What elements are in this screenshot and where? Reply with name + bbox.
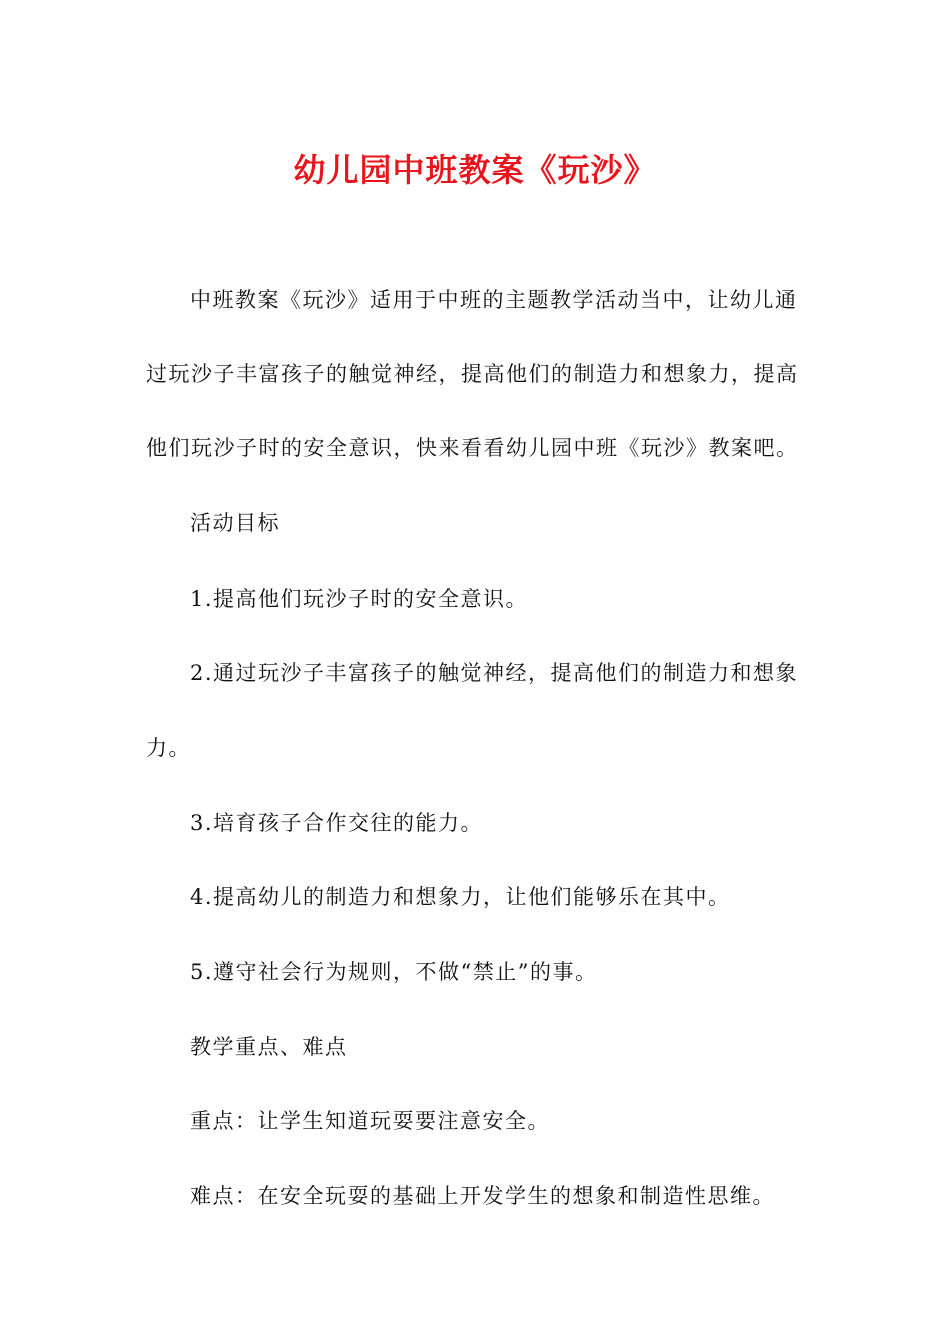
intro-line-2: 过玩沙子丰富孩子的触觉神经，提高他们的制造力和想象力，提高 [146, 362, 799, 386]
goal-1: 1.提高他们玩沙子时的安全意识。 [190, 587, 529, 611]
goal-5: 5.遵守社会行为规则，不做“禁止”的事。 [190, 960, 598, 984]
intro-line-1: 中班教案《玩沙》适用于中班的主题教学活动当中，让幼儿通 [190, 288, 798, 312]
key-point: 重点：让学生知道玩耍要注意安全。 [190, 1109, 550, 1133]
goal-4: 4.提高幼儿的制造力和想象力，让他们能够乐在其中。 [190, 885, 731, 909]
document-title: 幼儿园中班教案《玩沙》 [293, 151, 657, 189]
goal-2-line-1: 2.通过玩沙子丰富孩子的触觉神经，提高他们的制造力和想象 [190, 661, 799, 685]
focus-heading: 教学重点、难点 [190, 1035, 348, 1059]
goal-2-line-2: 力。 [146, 736, 191, 760]
intro-line-3: 他们玩沙子时的安全意识，快来看看幼儿园中班《玩沙》教案吧。 [146, 436, 799, 460]
difficulty: 难点：在安全玩耍的基础上开发学生的想象和制造性思维。 [190, 1184, 775, 1208]
goals-heading: 活动目标 [190, 511, 280, 535]
goal-3: 3.培育孩子合作交往的能力。 [190, 811, 484, 835]
